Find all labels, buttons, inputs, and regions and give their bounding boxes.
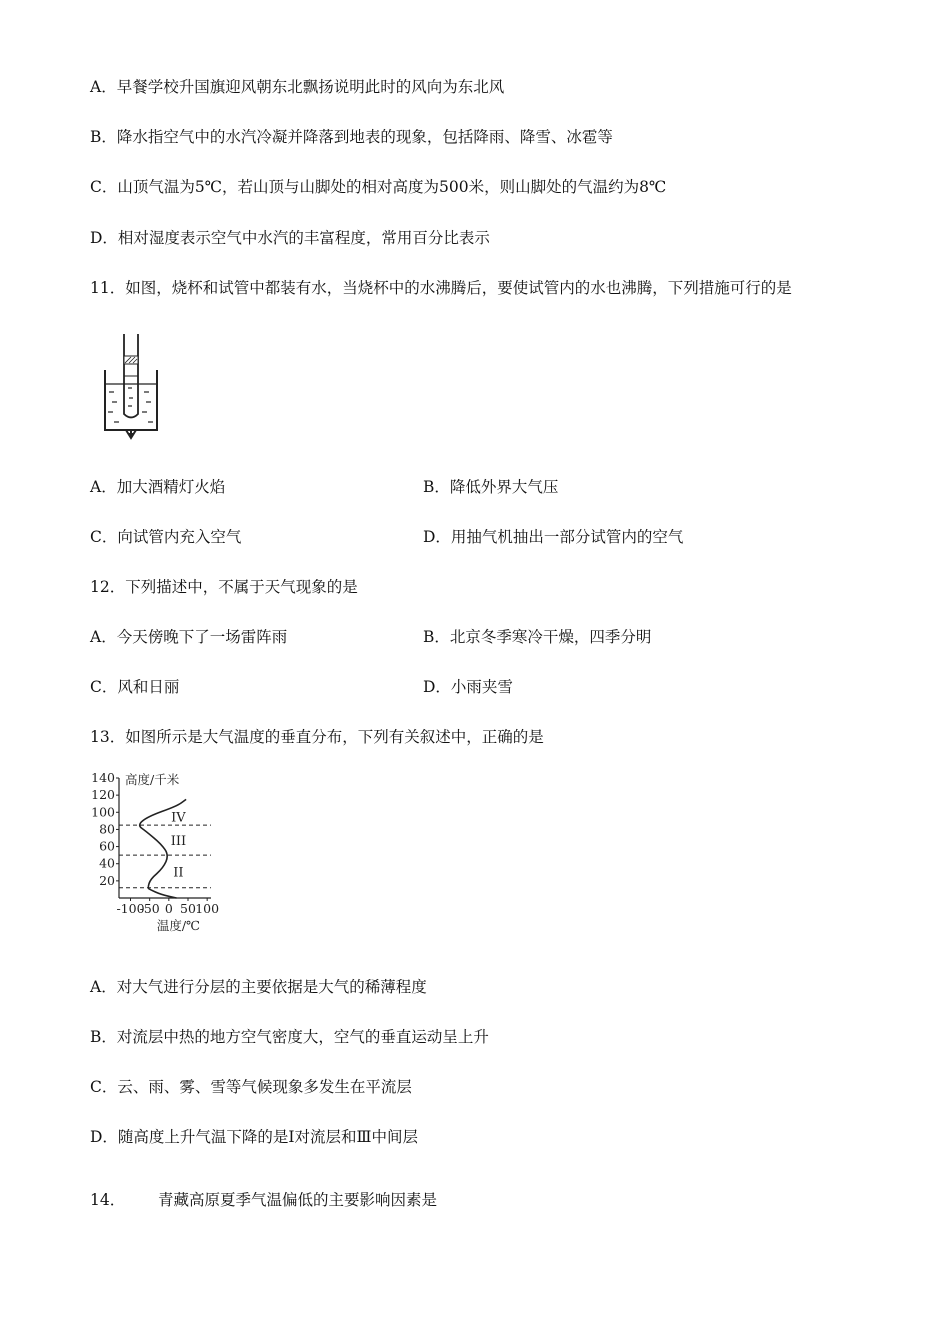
q13-option-c: C．云、雨、雾、雪等气候现象多发生在平流层 (90, 1078, 412, 1096)
atmosphere-temperature-chart (86, 768, 256, 938)
q10-option-b: B．降水指空气中的水汽冷凝并降落到地表的现象，包括降雨、降雪、冰雹等 (90, 128, 613, 146)
x-tick-label: 100 (195, 901, 220, 916)
beaker-test-tube-figure (100, 326, 170, 442)
layer-label: IV (171, 810, 186, 826)
q12-option-a: A．今天傍晚下了一场雷阵雨 (90, 628, 288, 646)
q13-stem: 13．如图所示是大气温度的垂直分布，下列有关叙述中，正确的是 (90, 728, 544, 746)
x-tick-label: -100 (116, 901, 145, 916)
y-tick-label: 120 (91, 787, 115, 803)
y-axis-label: 高度/千米 (125, 772, 180, 787)
q13-option-a: A．对大气进行分层的主要依据是大气的稀薄程度 (90, 978, 427, 996)
y-tick-label: 60 (99, 838, 115, 854)
atmosphere-temperature-svg (86, 768, 256, 938)
q13-option-d: D．随高度上升气温下降的是Ⅰ对流层和Ⅲ中间层 (90, 1128, 418, 1146)
q11-stem: 11．如图，烧杯和试管中都装有水，当烧杯中的水沸腾后，要使试管内的水也沸腾，下列措施可行的是 (90, 279, 792, 297)
y-tick-label: 100 (91, 804, 115, 820)
x-tick-label: -50 (139, 901, 160, 916)
x-axis-label: 温度/℃ (156, 918, 201, 933)
q14-stem: 青藏高原夏季气温偏低的主要影响因素是 (158, 1191, 438, 1209)
q10-option-a: A．早餐学校升国旗迎风朝东北飘扬说明此时的风向为东北风 (90, 78, 505, 96)
y-tick-label: 80 (99, 821, 115, 837)
q10-option-c: C．山顶气温为5℃，若山顶与山脚处的相对高度为500米，则山脚处的气温约为8℃ (90, 178, 667, 196)
y-tick-label: 20 (99, 872, 115, 888)
q11-option-b: B．降低外界大气压 (423, 478, 559, 496)
q12-option-c: C．风和日丽 (90, 678, 180, 696)
q14-number: 14． (90, 1191, 126, 1209)
q11-option-c: C．向试管内充入空气 (90, 528, 242, 546)
q12-stem: 12．下列描述中，不属于天气现象的是 (90, 578, 358, 596)
q12-option-d: D．小雨夹雪 (423, 678, 513, 696)
layer-label: III (170, 834, 187, 850)
y-tick-label: 140 (91, 770, 115, 785)
q13-option-b: B．对流层中热的地方空气密度大，空气的垂直运动呈上升 (90, 1028, 489, 1046)
x-tick-label: 50 (180, 901, 196, 916)
y-tick-label: 40 (99, 855, 115, 871)
q10-option-d: D．相对湿度表示空气中水汽的丰富程度，常用百分比表示 (90, 229, 490, 247)
x-tick-label: 0 (164, 901, 173, 916)
q11-option-a: A．加大酒精灯火焰 (90, 478, 226, 496)
layer-label: II (173, 865, 184, 881)
q11-option-d: D．用抽气机抽出一部分试管内的空气 (423, 528, 684, 546)
q12-option-b: B．北京冬季寒冷干燥，四季分明 (423, 628, 652, 646)
